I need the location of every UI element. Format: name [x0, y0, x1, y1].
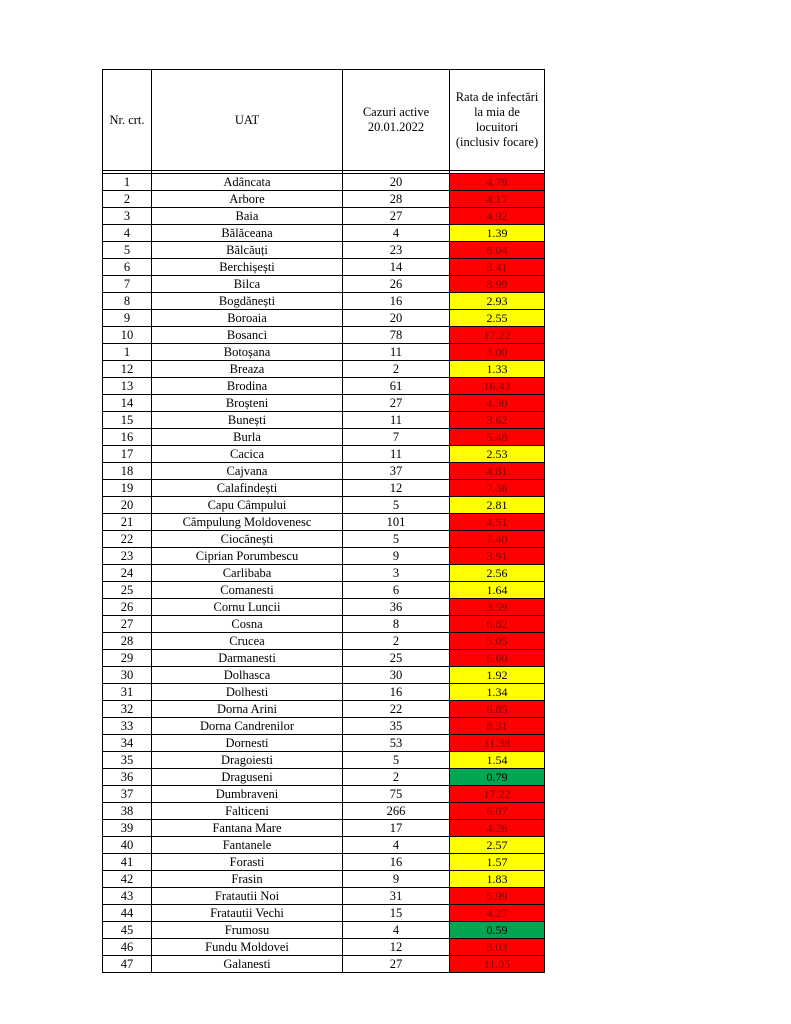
- active-cases-cell: 16: [343, 293, 450, 310]
- row-number-cell: 46: [103, 939, 152, 956]
- infection-rate-cell: 2.55: [450, 310, 545, 327]
- infection-rate-cell: 3.59: [450, 599, 545, 616]
- active-cases-cell: 266: [343, 803, 450, 820]
- infection-rate-cell: 8.31: [450, 718, 545, 735]
- row-number-cell: 12: [103, 361, 152, 378]
- active-cases-cell: 25: [343, 650, 450, 667]
- table-row: [103, 854, 545, 871]
- row-number-cell: 9: [103, 310, 152, 327]
- active-cases-cell: 22: [343, 701, 450, 718]
- table-row: [103, 293, 545, 310]
- infection-rate-cell: 8.04: [450, 242, 545, 259]
- row-number-cell: 10: [103, 327, 152, 344]
- active-cases-cell: 26: [343, 276, 450, 293]
- active-cases-cell: 27: [343, 956, 450, 973]
- active-cases-cell: 27: [343, 208, 450, 225]
- uat-name-cell: Câmpulung Moldovenesc: [152, 514, 343, 531]
- active-cases-cell: 5: [343, 752, 450, 769]
- row-number-cell: 30: [103, 667, 152, 684]
- infection-rate-cell: 4.26: [450, 820, 545, 837]
- active-cases-cell: 17: [343, 820, 450, 837]
- row-number-cell: 21: [103, 514, 152, 531]
- uat-name-cell: Bosanci: [152, 327, 343, 344]
- row-number-cell: 5: [103, 242, 152, 259]
- row-number-cell: 42: [103, 871, 152, 888]
- uat-name-cell: Fratautii Noi: [152, 888, 343, 905]
- active-cases-cell: 9: [343, 548, 450, 565]
- row-number-cell: 14: [103, 395, 152, 412]
- active-cases-cell: 28: [343, 191, 450, 208]
- header-rata-infectari: [450, 70, 545, 171]
- row-number-cell: 36: [103, 769, 152, 786]
- infection-rate-cell: 7.40: [450, 531, 545, 548]
- table-row: [103, 361, 545, 378]
- active-cases-cell: 9: [343, 871, 450, 888]
- uat-name-cell: Falticeni: [152, 803, 343, 820]
- active-cases-cell: 2: [343, 769, 450, 786]
- table-row: [103, 667, 545, 684]
- table-row: [103, 242, 545, 259]
- row-number-cell: 8: [103, 293, 152, 310]
- table-row: [103, 582, 545, 599]
- infection-rate-cell: 6.07: [450, 803, 545, 820]
- active-cases-cell: 75: [343, 786, 450, 803]
- active-cases-cell: 4: [343, 837, 450, 854]
- infection-rate-cell: 17.22: [450, 327, 545, 344]
- table-row: [103, 191, 545, 208]
- uat-name-cell: Dorna Candrenilor: [152, 718, 343, 735]
- uat-name-cell: Draguseni: [152, 769, 343, 786]
- active-cases-cell: 31: [343, 888, 450, 905]
- infection-rate-cell: 4.79: [450, 174, 545, 191]
- active-cases-cell: 15: [343, 905, 450, 922]
- active-cases-cell: 14: [343, 259, 450, 276]
- infection-rate-cell: 3.62: [450, 412, 545, 429]
- table-row: [103, 735, 545, 752]
- uat-name-cell: Carlibaba: [152, 565, 343, 582]
- uat-name-cell: Fantana Mare: [152, 820, 343, 837]
- uat-name-cell: Bălăceana: [152, 225, 343, 242]
- uat-name-cell: Cosna: [152, 616, 343, 633]
- table-row: [103, 548, 545, 565]
- row-number-cell: 4: [103, 225, 152, 242]
- row-number-cell: 3: [103, 208, 152, 225]
- uat-name-cell: Calafindești: [152, 480, 343, 497]
- table-row: [103, 378, 545, 395]
- header-rata-line: (inclusiv focare): [455, 135, 539, 149]
- table-row: [103, 225, 545, 242]
- infection-rate-cell: 3.00: [450, 344, 545, 361]
- active-cases-cell: 5: [343, 531, 450, 548]
- table-header: [103, 70, 545, 174]
- table-row: [103, 514, 545, 531]
- row-number-cell: 24: [103, 565, 152, 582]
- uat-name-cell: Fundu Moldovei: [152, 939, 343, 956]
- header-cazuri-active: [343, 70, 450, 171]
- active-cases-cell: 11: [343, 344, 450, 361]
- active-cases-cell: 6: [343, 582, 450, 599]
- row-number-cell: 23: [103, 548, 152, 565]
- row-number-cell: 25: [103, 582, 152, 599]
- uat-name-cell: Bilca: [152, 276, 343, 293]
- row-number-cell: 7: [103, 276, 152, 293]
- table-row: [103, 650, 545, 667]
- row-number-cell: 15: [103, 412, 152, 429]
- infection-rate-cell: 4.92: [450, 208, 545, 225]
- active-cases-cell: 20: [343, 174, 450, 191]
- table-row: [103, 259, 545, 276]
- header-nr: Nr. crt.: [103, 70, 152, 171]
- infection-rate-cell: 3.91: [450, 548, 545, 565]
- row-number-cell: 6: [103, 259, 152, 276]
- uat-name-cell: Botoșana: [152, 344, 343, 361]
- row-number-cell: 13: [103, 378, 152, 395]
- uat-name-cell: Dolhesti: [152, 684, 343, 701]
- table-row: [103, 208, 545, 225]
- row-number-cell: 43: [103, 888, 152, 905]
- infection-rate-cell: 11.05: [450, 956, 545, 973]
- active-cases-cell: 2: [343, 633, 450, 650]
- table-row: [103, 939, 545, 956]
- row-number-cell: 28: [103, 633, 152, 650]
- uat-name-cell: Bogdănești: [152, 293, 343, 310]
- infection-rate-cell: 2.56: [450, 565, 545, 582]
- infection-rate-cell: 6.85: [450, 701, 545, 718]
- table-row: [103, 718, 545, 735]
- header-rata-line: locuitori: [475, 120, 519, 134]
- uat-name-cell: Ciocănești: [152, 531, 343, 548]
- active-cases-cell: 101: [343, 514, 450, 531]
- uat-name-cell: Frasin: [152, 871, 343, 888]
- active-cases-cell: 53: [343, 735, 450, 752]
- row-number-cell: 20: [103, 497, 152, 514]
- uat-name-cell: Fantanele: [152, 837, 343, 854]
- table-row: [103, 769, 545, 786]
- uat-name-cell: Cornu Luncii: [152, 599, 343, 616]
- header-rata-line: Rata de infectări: [455, 90, 539, 104]
- active-cases-cell: 16: [343, 854, 450, 871]
- uat-name-cell: Adâncata: [152, 174, 343, 191]
- table-row: [103, 956, 545, 973]
- header-uat: UAT: [152, 70, 343, 171]
- uat-name-cell: Dumbraveni: [152, 786, 343, 803]
- table-row: [103, 888, 545, 905]
- row-number-cell: 47: [103, 956, 152, 973]
- table-row: [103, 463, 545, 480]
- row-number-cell: 38: [103, 803, 152, 820]
- infection-rate-cell: 4.30: [450, 395, 545, 412]
- row-number-cell: 26: [103, 599, 152, 616]
- infection-rate-cell: 0.79: [450, 769, 545, 786]
- infection-rate-cell: 4.27: [450, 905, 545, 922]
- infection-rate-table: [102, 69, 545, 973]
- uat-name-cell: Bălcăuți: [152, 242, 343, 259]
- table-row: [103, 412, 545, 429]
- infection-rate-cell: 1.34: [450, 684, 545, 701]
- table-row: [103, 905, 545, 922]
- active-cases-cell: 30: [343, 667, 450, 684]
- active-cases-cell: 11: [343, 412, 450, 429]
- uat-name-cell: Broșteni: [152, 395, 343, 412]
- infection-rate-cell: 1.64: [450, 582, 545, 599]
- active-cases-cell: 11: [343, 446, 450, 463]
- infection-rate-cell: 17.22: [450, 786, 545, 803]
- infection-rate-cell: 4.51: [450, 514, 545, 531]
- row-number-cell: 1: [103, 344, 152, 361]
- uat-name-cell: Burla: [152, 429, 343, 446]
- table-row: [103, 344, 545, 361]
- table-row: [103, 599, 545, 616]
- active-cases-cell: 4: [343, 922, 450, 939]
- infection-rate-cell: 2.57: [450, 837, 545, 854]
- active-cases-cell: 23: [343, 242, 450, 259]
- uat-name-cell: Dragoiesti: [152, 752, 343, 769]
- table-row: [103, 480, 545, 497]
- active-cases-cell: 4: [343, 225, 450, 242]
- table-row: [103, 429, 545, 446]
- uat-name-cell: Ciprian Porumbescu: [152, 548, 343, 565]
- infection-rate-cell: 1.33: [450, 361, 545, 378]
- row-number-cell: 1: [103, 174, 152, 191]
- active-cases-cell: 12: [343, 480, 450, 497]
- uat-name-cell: Boroaia: [152, 310, 343, 327]
- table-row: [103, 752, 545, 769]
- infection-rate-cell: 1.57: [450, 854, 545, 871]
- header-rata-line: la mia de: [474, 105, 520, 119]
- infection-rate-cell: 1.83: [450, 871, 545, 888]
- infection-rate-cell: 2.93: [450, 293, 545, 310]
- infection-rate-cell: 6.82: [450, 616, 545, 633]
- header-cazuri-date: 20.01.2022: [367, 120, 425, 134]
- infection-rate-cell: 0.59: [450, 922, 545, 939]
- table-row: [103, 276, 545, 293]
- row-number-cell: 39: [103, 820, 152, 837]
- active-cases-cell: 12: [343, 939, 450, 956]
- uat-name-cell: Arbore: [152, 191, 343, 208]
- table-row: [103, 701, 545, 718]
- row-number-cell: 16: [103, 429, 152, 446]
- row-number-cell: 34: [103, 735, 152, 752]
- table-row: [103, 565, 545, 582]
- active-cases-cell: 78: [343, 327, 450, 344]
- uat-name-cell: Frumosu: [152, 922, 343, 939]
- active-cases-cell: 16: [343, 684, 450, 701]
- active-cases-cell: 7: [343, 429, 450, 446]
- uat-name-cell: Cacica: [152, 446, 343, 463]
- row-number-cell: 40: [103, 837, 152, 854]
- uat-name-cell: Crucea: [152, 633, 343, 650]
- row-number-cell: 22: [103, 531, 152, 548]
- table-body: [103, 174, 545, 973]
- infection-rate-cell: 5.05: [450, 633, 545, 650]
- infection-rate-cell: 6.60: [450, 650, 545, 667]
- row-number-cell: 33: [103, 718, 152, 735]
- uat-name-cell: Darmanesti: [152, 650, 343, 667]
- row-number-cell: 35: [103, 752, 152, 769]
- row-number-cell: 2: [103, 191, 152, 208]
- infection-rate-cell: 8.99: [450, 276, 545, 293]
- table-row: [103, 837, 545, 854]
- infection-rate-cell: 4.17: [450, 191, 545, 208]
- table-row: [103, 174, 545, 191]
- active-cases-cell: 37: [343, 463, 450, 480]
- table-row: [103, 803, 545, 820]
- row-number-cell: 41: [103, 854, 152, 871]
- table-row: [103, 871, 545, 888]
- row-number-cell: 44: [103, 905, 152, 922]
- uat-name-cell: Cajvana: [152, 463, 343, 480]
- uat-name-cell: Brodina: [152, 378, 343, 395]
- uat-name-cell: Dorna Arini: [152, 701, 343, 718]
- table-row: [103, 446, 545, 463]
- header-cazuri-line: Cazuri active: [362, 105, 430, 119]
- row-number-cell: 45: [103, 922, 152, 939]
- table-row: [103, 633, 545, 650]
- uat-name-cell: Breaza: [152, 361, 343, 378]
- table-row: [103, 922, 545, 939]
- uat-name-cell: Forasti: [152, 854, 343, 871]
- infection-rate-cell: 3.03: [450, 939, 545, 956]
- infection-rate-cell: 16.43: [450, 378, 545, 395]
- row-number-cell: 32: [103, 701, 152, 718]
- table-row: [103, 531, 545, 548]
- uat-name-cell: Capu Câmpului: [152, 497, 343, 514]
- active-cases-cell: 35: [343, 718, 450, 735]
- infection-rate-cell: 11.38: [450, 735, 545, 752]
- active-cases-cell: 3: [343, 565, 450, 582]
- active-cases-cell: 5: [343, 497, 450, 514]
- infection-rate-cell: 7.36: [450, 480, 545, 497]
- infection-rate-cell: 2.81: [450, 497, 545, 514]
- table-row: [103, 786, 545, 803]
- active-cases-cell: 27: [343, 395, 450, 412]
- row-number-cell: 27: [103, 616, 152, 633]
- active-cases-cell: 36: [343, 599, 450, 616]
- infection-rate-cell: 5.48: [450, 429, 545, 446]
- table-row: [103, 820, 545, 837]
- infection-rate-cell: 1.39: [450, 225, 545, 242]
- uat-name-cell: Baia: [152, 208, 343, 225]
- table-row: [103, 327, 545, 344]
- infection-rate-cell: 4.81: [450, 463, 545, 480]
- row-number-cell: 37: [103, 786, 152, 803]
- active-cases-cell: 2: [343, 361, 450, 378]
- infection-rate-cell: 1.92: [450, 667, 545, 684]
- table-row: [103, 497, 545, 514]
- uat-name-cell: Fratautii Vechi: [152, 905, 343, 922]
- uat-name-cell: Dolhasca: [152, 667, 343, 684]
- table-row: [103, 310, 545, 327]
- active-cases-cell: 8: [343, 616, 450, 633]
- uat-name-cell: Berchișești: [152, 259, 343, 276]
- infection-rate-cell: 1.54: [450, 752, 545, 769]
- table-row: [103, 395, 545, 412]
- row-number-cell: 29: [103, 650, 152, 667]
- infection-rate-cell: 2.53: [450, 446, 545, 463]
- row-number-cell: 18: [103, 463, 152, 480]
- uat-name-cell: Galanesti: [152, 956, 343, 973]
- table-row: [103, 616, 545, 633]
- row-number-cell: 19: [103, 480, 152, 497]
- uat-name-cell: Dornesti: [152, 735, 343, 752]
- active-cases-cell: 20: [343, 310, 450, 327]
- table-row: [103, 684, 545, 701]
- active-cases-cell: 61: [343, 378, 450, 395]
- uat-name-cell: Comanesti: [152, 582, 343, 599]
- row-number-cell: 17: [103, 446, 152, 463]
- infection-rate-cell: 3.41: [450, 259, 545, 276]
- infection-rate-cell: 5.99: [450, 888, 545, 905]
- row-number-cell: 31: [103, 684, 152, 701]
- uat-name-cell: Bunești: [152, 412, 343, 429]
